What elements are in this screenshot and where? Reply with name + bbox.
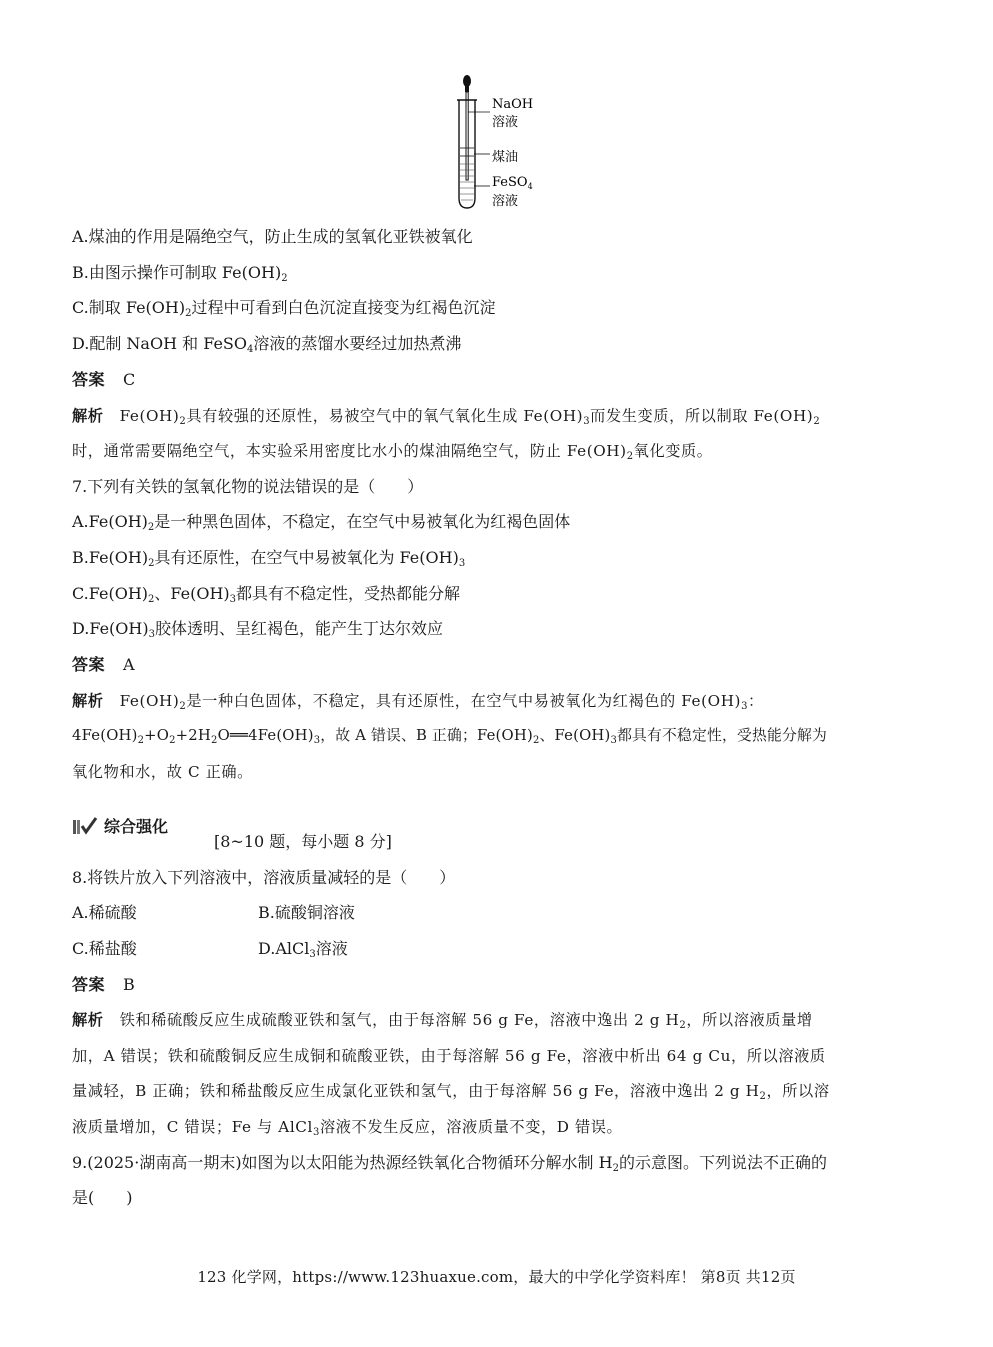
q8-stem: 8.将铁片放入下列溶液中，溶液质量减轻的是（ ） (72, 868, 456, 887)
q8-answer: 答案 B (72, 975, 136, 994)
q8-analysis-line-2: 加，A 错误；铁和硫酸铜反应生成铜和硫酸亚铁，由于每溶解 56 g Fe，溶液中析出 64 g Cu，所以溶液质 (72, 1047, 826, 1065)
q6-option-a: A.煤油的作用是隔绝空气，防止生成的氢氧化亚铁被氧化 (72, 227, 473, 246)
label-solution-2: 溶液 (492, 194, 519, 209)
dropper-bulb (463, 75, 471, 87)
q8-option-b: B.硫酸铜溶液 (258, 903, 355, 922)
q7-option-a: $A.Fe(OH)_2$是一种黑色固体，不稳定，在空气中易被氧化为红褐色固体 (72, 512, 571, 533)
q7-answer: 答案 A (72, 655, 136, 674)
q7-option-b: $B.Fe(OH)_2$具有还原性，在空气中易被氧化为 $Fe(OH)_3$ (72, 548, 466, 569)
section-header (72, 814, 168, 837)
section-title: 综合强化 (104, 817, 169, 836)
q6-option-b: B.由图示操作可制取 $Fe(OH)_2$ (72, 263, 288, 284)
q8-analysis-line-1: 解析 铁和稀硫酸反应生成硫酸亚铁和氢气，由于每溶解 56 g Fe，溶液中逸出 2 g $H_2$，所以溶液质量增 (72, 1011, 813, 1031)
q8-analysis-line-3: 量减轻，B 正确；铁和稀盐酸反应生成氯化亚铁和氢气，由于每溶解 56 g Fe，溶液中逸出 2 g $H_2$，所以溶 (72, 1082, 830, 1102)
q6-analysis-line-1: 解析 $Fe(OH)_2$具有较强的还原性，易被空气中的氧气氧化生成 $Fe(OH)_3$而发生变质，所以制取 $Fe(OH)_2$ (72, 407, 821, 427)
section-note: [8~10 题，每小题 8 分] (214, 832, 392, 851)
q7-option-c: $C.Fe(OH)_2$、$Fe(OH)_3$都具有不稳定性，受热都能分解 (72, 584, 461, 605)
q7-analysis-line-2: $4Fe(OH)_2+O_2+2H_2O══4Fe(OH)_3$，故 A 错误、B 正确；$Fe(OH)_2$、$Fe(OH)_3$都具有不稳定性，受热能分解为 (72, 727, 828, 746)
q8-option-d: D.AlCl$_3$溶液 (258, 939, 348, 960)
q9-stem-line-2: 是( ) (72, 1188, 133, 1207)
label-kerosene: 煤油 (492, 150, 519, 165)
q6-option-c: C.制取 $Fe(OH)_2$过程中可看到白色沉淀直接变为红褐色沉淀 (72, 298, 496, 319)
page-footer: 123 化学网，https://www.123huaxue.com，最大的中学化学资料库！ 第8页 共12页 (197, 1268, 796, 1286)
q7-analysis-line-1: 解析 $Fe(OH)_2$是一种白色固体，不稳定，具有还原性，在空气中易被氧化为红褐色的 $Fe(OH)_3$： (72, 692, 764, 712)
label-naoh: NaOH (492, 97, 534, 112)
q7-analysis-line-3: 氧化物和水，故 C 正确。 (72, 763, 253, 781)
q9-stem-line-1: 9.(2025·湖南高一期末)如图为以太阳能为热源经铁氧化合物循环分解水制 $H_2$的示意图。下列说法不正确的 (72, 1153, 827, 1174)
q8-analysis-line-4: 液质量增加，C 错误；Fe 与 AlCl$_3$溶液不发生反应，溶液质量不变，D 错误。 (72, 1118, 623, 1138)
q8-option-a: A.稀硫酸 (72, 903, 137, 922)
label-feso: FeSO$_4$ (492, 175, 533, 191)
q6-analysis-line-2: 时，通常需要隔绝空气，本实验采用密度比水小的煤油隔绝空气，防止 $Fe(OH)_2$氧化变质。 (72, 442, 713, 462)
q7-option-d: $D.Fe(OH)_3$胶体透明、呈红褐色，能产生丁达尔效应 (72, 619, 443, 640)
q8-option-c: C.稀盐酸 (72, 939, 137, 958)
checkmark-icon (72, 816, 98, 836)
test-tube-figure (450, 72, 540, 212)
q6-option-d: D.配制 NaOH 和 FeSO$_4$溶液的蒸馏水要经过加热煮沸 (72, 334, 462, 355)
label-solution-1: 溶液 (492, 115, 519, 130)
q6-answer: 答案 C (72, 370, 136, 389)
q7-stem: 7.下列有关铁的氢氧化物的说法错误的是（ ） (72, 477, 424, 496)
